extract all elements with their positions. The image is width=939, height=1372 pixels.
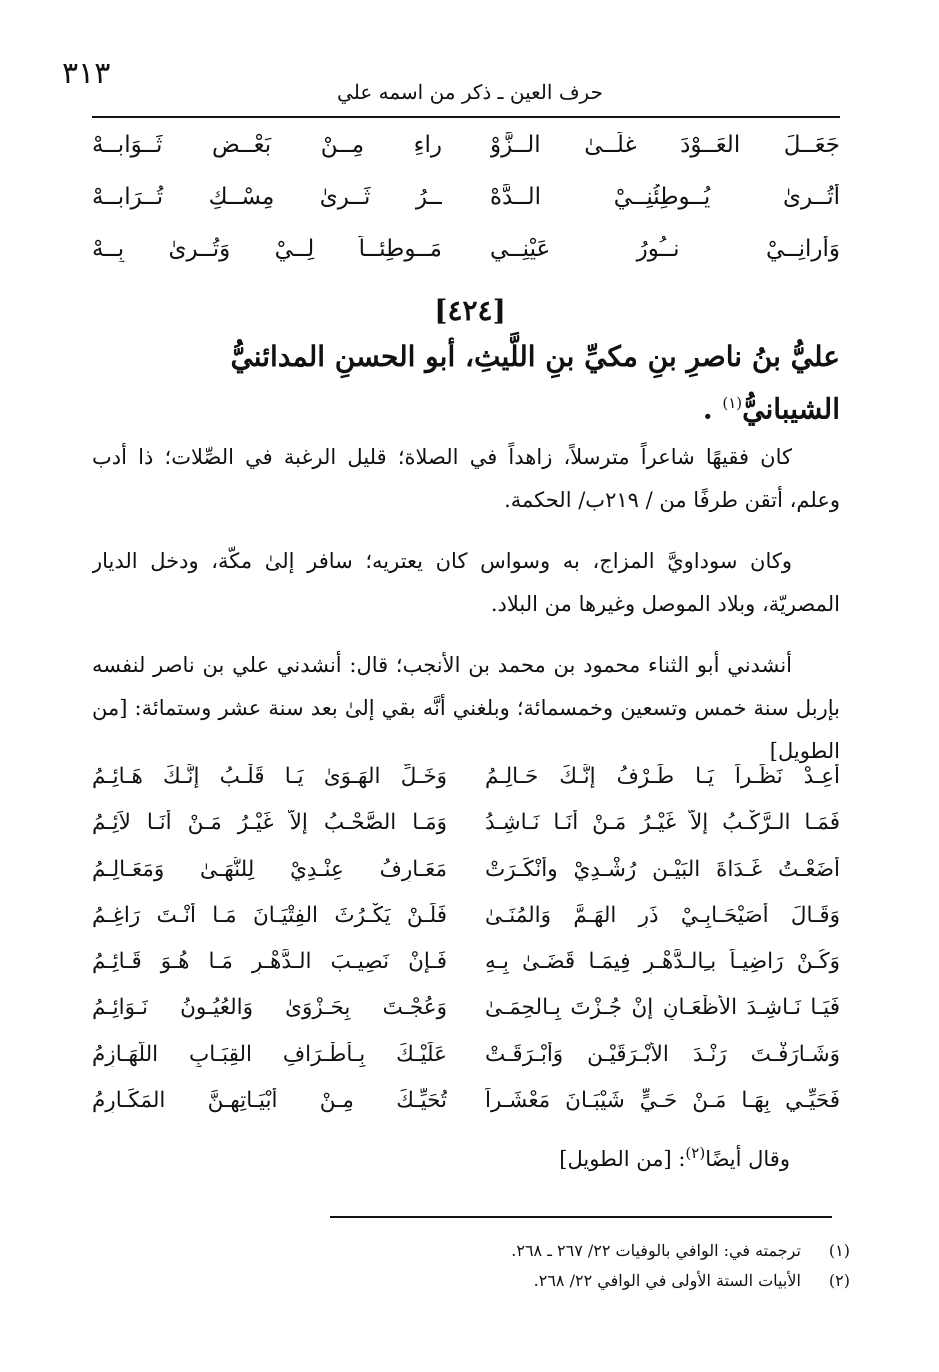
header-divider [92,116,840,118]
top-verses [92,132,840,288]
entry-title [150,334,840,432]
footnote-text: ترجمته في: الوافي بالوفيات ٢٢/ ٢٦٧ ـ ٢٦٨. [511,1241,801,1260]
verse-first-hemistich: فَحَيِّـي بِهَـا مَـنْ حَـيٍّ شَيْبَـانَ مَعْشَـراً [485,1088,840,1114]
verse-second-hemistich: مَعَـارِفُ عِنْـدِيْ لِلنُّهَـىٰ وَمَعَـالِـمُ [92,856,447,882]
footnote-ref[interactable]: (٢) [685,1144,706,1162]
paragraph-travels [92,540,840,626]
paragraph-line: الطويل] [769,739,840,763]
footnote-text: الأبيات الستة الأولى في الوافي ٢٢/ ٢٦٨. [533,1271,801,1290]
verse-line [92,236,840,288]
paragraph-biography [92,436,840,522]
verse-second-hemistich: راءِ مِــنْ بَعْــضِ ثَــوَابــهْ [92,132,442,158]
verse-line [92,903,840,949]
verse-second-hemistich: وَعُجْـتَ بِحَـزْوَىٰ وَالعُيُـونُ نَـوَائِـمُ [92,995,447,1021]
footnotes [300,1236,850,1296]
poem [92,764,840,1134]
paragraph-line: بإربل سنة خمس وتسعين وخمسمائة؛ وبلغني أنَّه بقي إلىٰ بعد سنة عشر وستمائة: [من [92,696,840,720]
verse-line [92,995,840,1041]
paragraph-line: وكان سوداويَّ المزاج، به وسواس كان يعتريه؛ سافر إلىٰ مكّة، ودخل الديار [92,549,792,573]
closing-line [300,1144,790,1171]
closing-text: وقال أيضًا [705,1147,790,1171]
verse-first-hemistich: أضَعْـتُ غَـدَاةَ البَيْـنِ رُشْـدِيْ وأنْكَـرَتْ [485,856,840,882]
paragraph-line: المصريّة، وبلاد الموصل وغيرها من البلاد. [490,592,840,616]
verse-first-hemistich: وَكُـنْ رَاضِيـاً بـِالـدَّهْـرِ فِيمَـا قَضَـىٰ بِـهِ [485,949,840,975]
verse-first-hemistich: فَيَـا نَـاشِـدَ الأظْعَـانِ إنْ جُـزْتَ بِـالحِمَـىٰ [485,995,840,1021]
footnote [300,1266,850,1296]
entry-title-line [150,380,840,432]
closing-meter: : [من الطويل] [559,1147,686,1171]
paragraph-line: أنشدني أبو الثناء محمود بن محمد بن الأنجب؛ قال: أنشدني علي بن ناصر لنفسه [92,653,792,677]
paragraph-line: وعلم، أتقن طرفًا من / ٢١٩ب/ الحكمة. [504,488,840,512]
verse-line [92,810,840,856]
entry-title-line: عليُّ بنُ ناصرِ بنِ مكيِّ بنِ اللَّيثِ، أبو الحسنِ المدائنيُّ [230,340,840,373]
verse-line [92,764,840,810]
verse-line [92,184,840,236]
verse-line [92,857,840,903]
footnote [300,1236,850,1266]
verse-second-hemistich: وَخَـلِّ الهَـوَىٰ يَـا قَلْـبُ إنَّـكَ هَـائِـمُ [92,764,447,789]
verse-first-hemistich: جَعَــلَ العَــوْدَ غلَــىٰ الــزَّوْ [490,132,840,158]
verse-second-hemistich: فَلَـنْ يَكْـرُثَ الفِتْيَـانَ مَـا أنْـتَ رَاغِـمُ [92,902,447,928]
running-title: حرف العين ـ ذكر من اسمه علي [337,80,603,104]
verse-second-hemistich: ــرُ ثَــرىٰ مِسْــكِ تُــرَابــهْ [92,184,442,210]
verse-first-hemistich: وَشَـارَفْـتَ رَنْـدَ الأبْـرَقَيْـنِ وَأبْـرَقَـتْ [485,1041,840,1067]
verse-line [92,1088,840,1134]
verse-first-hemistich: وَأرانِــيْ نــُورُ عَيْنِــي [490,236,840,262]
paragraph-isnad [92,644,840,773]
verse-second-hemistich: تُحَيِّـكَ مِـنْ أبْيَـاتِهِـنَّ المَكَـارِمُ [92,1088,447,1114]
verse-second-hemistich: مَــوطِئــاً لِــيْ وَتُــرىٰ بِــهْ [92,236,442,262]
verse-line [92,132,840,184]
verse-first-hemistich: أتُــرىٰ يُــوطِئُنِــيْ الــدَّهْ [490,184,840,210]
footnote-ref[interactable]: (١) [722,394,743,412]
entry-title-end: . [702,392,713,426]
entry-number: [٤٢٤] [434,294,506,327]
paragraph-line: كان فقيهًا شاعراً مترسلاً، زاهداً في الصلاة؛ قليل الرغبة في الصِّلات؛ ذا أدب [92,445,792,469]
entry-title-nisba: الشيبانيُّ [742,392,840,426]
footnote-number: (٢) [828,1271,850,1290]
verse-first-hemistich: أعِـدْ نَظَـراً يَـا طَـرْفُ إنَّـكَ حَـالِـمُ [485,764,840,789]
verse-line [92,949,840,995]
verse-second-hemistich: عَلَيْـكَ بِـأطْـرَافِ القِبَـابِ اللَّهَـازِمُ [92,1041,447,1067]
verse-line [92,1042,840,1088]
verse-first-hemistich: فَمَـا الـرَّكْـبُ إلاَّ غَيْـرُ مَـنْ أنَـا نَـاشِـدُ [485,810,840,836]
verse-second-hemistich: وَمَـا الصَّحْـبُ إلاَّ غَيْـرُ مَـنْ أنَـا لاَئِـمُ [92,810,447,836]
footnote-number: (١) [828,1241,850,1260]
verse-first-hemistich: وَقَـالَ أُصَيْحَـابِـيْ ذَرِ الهَـمَّ وَالمُنَـىٰ [485,902,840,928]
page-number: ٣١٣ [62,56,111,91]
footnote-divider [330,1216,832,1218]
verse-second-hemistich: فَـإنْ نَصِيـبَ الـدَّهْـرِ مَـا هُـوَ قَـائِـمُ [92,949,447,975]
